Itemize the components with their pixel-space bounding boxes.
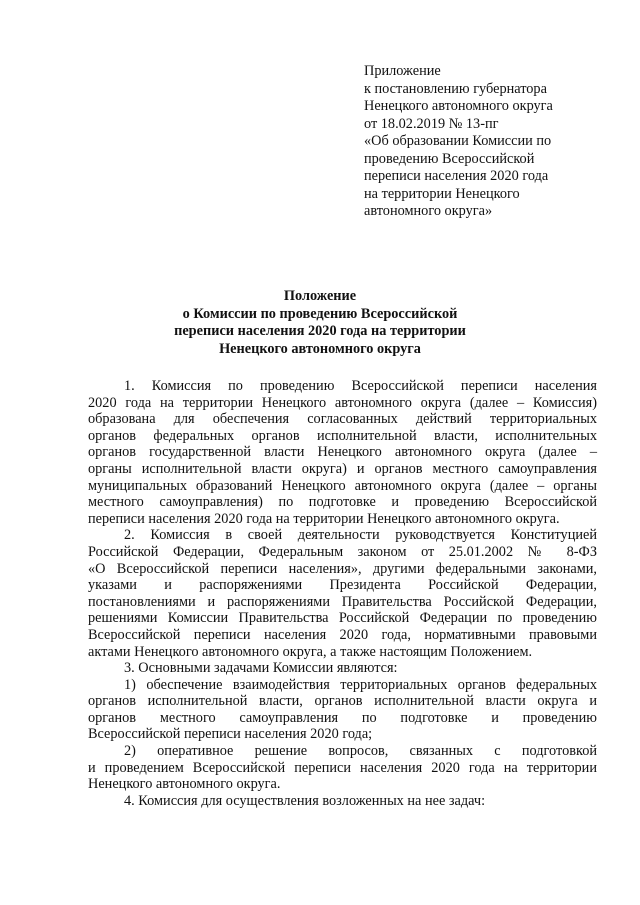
body-line: «О Всероссийской переписи населения», другими федеральными законами, [88, 560, 597, 577]
body-line: органов государственной власти Ненецкого автономного округа (далее – [88, 444, 597, 461]
body-line: местного самоуправления) по подготовке и проведению Всероссийской [88, 494, 597, 511]
annex-block [364, 63, 624, 221]
body-line: Всероссийской переписи населения 2020 года, нормативными правовыми [88, 626, 597, 643]
body-line: 2020 года на территории Ненецкого автономного округа (далее – Комиссия) [88, 394, 597, 411]
body-line: постановлениями и распоряжениями Правительства Российской Федерации, [88, 593, 597, 610]
body-line: 1. Комиссия по проведению Всероссийской переписи населения [124, 378, 597, 394]
body-line: 2. Комиссия в своей деятельности руководствуется Конституцией [124, 527, 597, 544]
body-line: актами Ненецкого автономного округа, а также настоящим Положением. [88, 643, 533, 660]
document-title [0, 288, 640, 358]
body-line: образована для обеспечения согласованных действий территориальных [88, 411, 597, 428]
body-line: органы исполнительной власти округа) и органов местного самоуправления [88, 460, 597, 477]
title-line: Положение [283, 288, 357, 304]
title-line: о Комиссии по проведению Всероссийской [182, 305, 458, 322]
annex-line: от 18.02.2019 № 13-пг [364, 115, 499, 132]
annex-line: автономного округа» [364, 203, 493, 219]
title-line: Ненецкого автономного округа [219, 340, 421, 357]
annex-line: на территории Ненецкого [364, 185, 520, 202]
annex-line: проведению Всероссийской [364, 150, 535, 167]
title-line: переписи населения 2020 года на территории [174, 323, 466, 339]
body-line: органов местного самоуправления по подготовке и проведению [88, 709, 597, 726]
body-line: муниципальных образований Ненецкого автономного округа (далее – органы [88, 477, 597, 494]
body-line: 4. Комиссия для осуществления возложенных на нее задач: [124, 792, 486, 809]
annex-line: к постановлению губернатора [364, 80, 547, 97]
annex-line: «Об образовании Комиссии по [364, 133, 552, 149]
body-line: Российской Федерации, Федеральным законом от 25.01.2002 № 8-ФЗ [88, 543, 597, 560]
document-body [88, 378, 597, 809]
body-line: 3. Основными задачами Комиссии являются: [124, 660, 398, 677]
body-line: Ненецкого автономного округа. [88, 776, 281, 793]
body-line: 2) оперативное решение вопросов, связанных с подготовкой [124, 743, 597, 760]
body-line: органов федеральных органов исполнительной власти, исполнительных [88, 427, 597, 444]
body-line: решениями Комиссии Правительства Российской Федерации по проведению [88, 610, 597, 627]
annex-line: Приложение [364, 63, 441, 79]
annex-line: переписи населения 2020 года [364, 168, 549, 184]
body-line: органов исполнительной власти, органов исполнительной власти округа и [88, 693, 597, 710]
body-line: переписи населения 2020 года на территории Ненецкого автономного округа. [88, 510, 560, 527]
annex-line: Ненецкого автономного округа [364, 98, 553, 114]
body-line: Всероссийской переписи населения 2020 года; [88, 726, 373, 743]
body-line: и проведением Всероссийской переписи населения 2020 года на территории [88, 759, 597, 776]
body-line: 1) обеспечение взаимодействия территориальных органов федеральных [124, 676, 597, 693]
body-line: указами и распоряжениями Президента Российской Федерации, [88, 577, 597, 594]
